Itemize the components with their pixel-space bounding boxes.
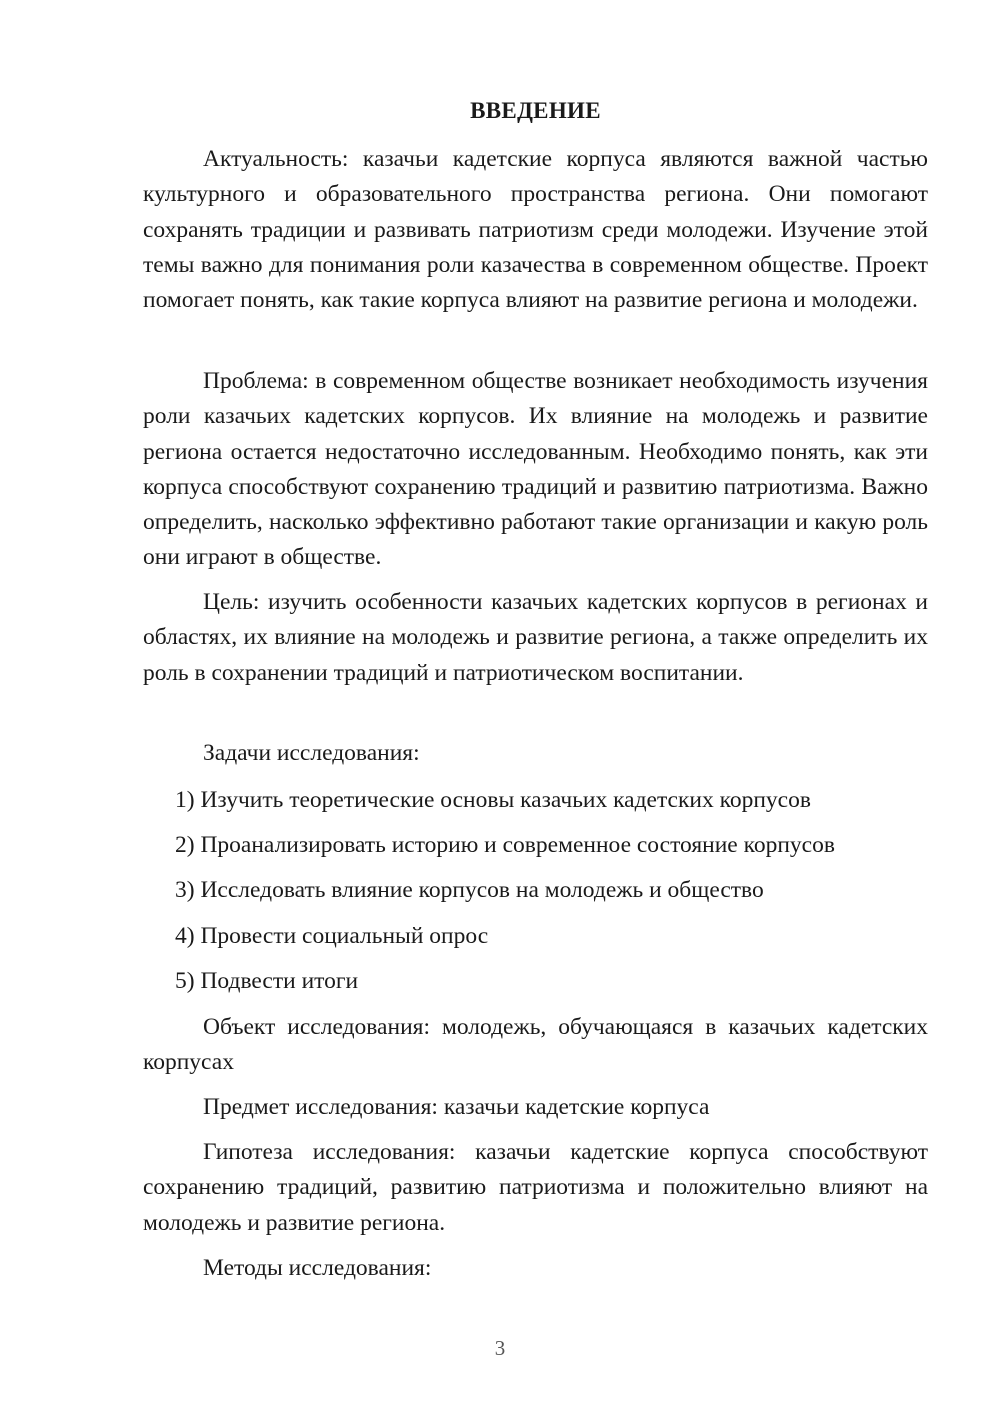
paragraph-goal: Цель: изучить особенности казачьих кадетских корпусов в регионах и областях, их влияние на молодежь и развитие региона, а также определить их роль в сохранении традиций и патриотическом воспитании. — [143, 589, 928, 686]
task-item: 1) Изучить теоретические основы казачьих кадетских корпусов — [175, 787, 811, 813]
task-item: 4) Провести социальный опрос — [175, 923, 489, 949]
page-number: 3 — [494, 1336, 506, 1360]
paragraph-relevance: Актуальность: казачьи кадетские корпуса являются важной частью культурного и образовательного пространства региона. Они помогают сохранять традиции и развивать патриотизм среди молодежи. Изучение этой темы важно для понимания роли казачества в современном обществе. Проект помогает понять, как такие корпуса влияют на развитие региона и молодежи. — [143, 146, 928, 314]
paragraph-subject: Предмет исследования: казачьи кадетские корпуса — [203, 1094, 710, 1120]
page-title: ВВЕДЕНИЕ — [470, 98, 601, 123]
paragraph-problem: Проблема: в современном обществе возникает необходимость изучения роли казачьих кадетских корпусов. Их влияние на молодежь и развитие региона остается недостаточно исследованным. Необходимо понять, как эти корпуса способствуют сохранению традиций и развитию патриотизма. Важно определить, насколько эффективно работают такие организации и какую роль они играют в обществе. — [143, 368, 928, 571]
paragraph-object: Объект исследования: молодежь, обучающаяся в казачьих кадетских корпусах — [143, 1014, 928, 1076]
task-item: 3) Исследовать влияние корпусов на молодежь и общество — [175, 877, 764, 903]
task-item: 5) Подвести итоги — [175, 968, 359, 994]
task-item: 2) Проанализировать историю и современное состояние корпусов — [175, 832, 835, 858]
tasks-heading: Задачи исследования: — [203, 740, 420, 766]
paragraph-hypothesis: Гипотеза исследования: казачьи кадетские корпуса способствуют сохранению традиций, развитию патриотизма и положительно влияют на молодежь и развитие региона. — [143, 1139, 928, 1236]
methods-heading: Методы исследования: — [203, 1255, 432, 1281]
